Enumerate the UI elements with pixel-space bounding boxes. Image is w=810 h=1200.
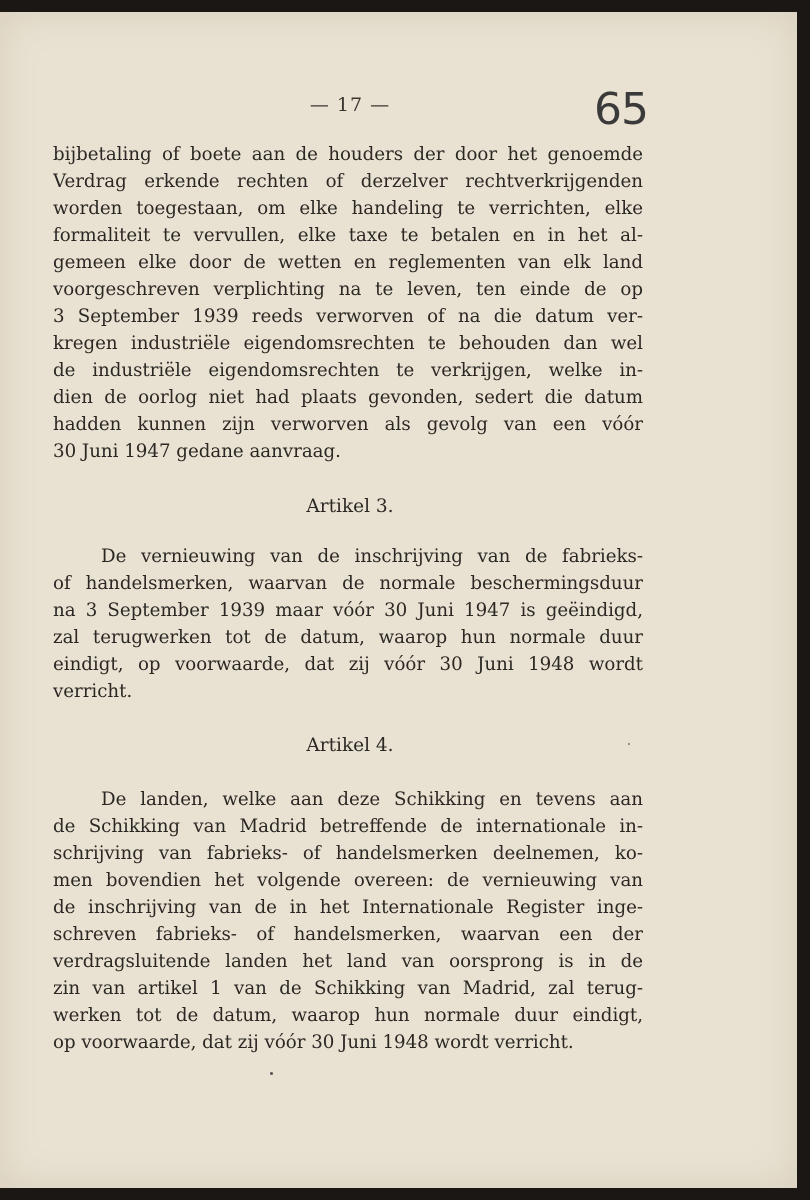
paper-speck	[270, 1072, 273, 1075]
text-line: of handelsmerken, waarvan de normale beschermingsduur	[53, 573, 643, 594]
document-page	[0, 12, 797, 1188]
text-line: worden toegestaan, om elke handeling te verrichten, elke	[53, 198, 643, 219]
text-line: Verdrag erkende rechten of derzelver rechtverkrijgenden	[53, 171, 643, 192]
text-line: 3 September 1939 reeds verworven of na die datum ver-	[53, 306, 643, 327]
paragraph-1	[53, 141, 643, 465]
text-line: kregen industriële eigendomsrechten te behouden dan wel	[53, 333, 643, 354]
text-line: dien de oorlog niet had plaats gevonden, sedert die datum	[53, 387, 643, 408]
text-line: formaliteit te vervullen, elke taxe te betalen en in het al-	[53, 225, 643, 246]
paragraph-3	[53, 786, 643, 1056]
text-line: werken tot de datum, waarop hun normale duur eindigt,	[53, 1005, 643, 1026]
text-line: schrijving van fabrieks- of handelsmerken deelnemen, ko-	[53, 843, 643, 864]
text-line: verricht.	[53, 681, 133, 702]
text-line: gemeen elke door de wetten en reglementen van elk land	[53, 252, 643, 273]
text-line: zal terugwerken tot de datum, waarop hun normale duur	[53, 627, 643, 648]
text-line: De vernieuwing van de inschrijving van de fabrieks-	[101, 546, 643, 567]
heading-artikel-4: Artikel 4.	[306, 735, 394, 756]
text-line: De landen, welke aan deze Schikking en tevens aan	[101, 789, 643, 810]
scan-border	[797, 0, 810, 1200]
text-line: voorgeschreven verplichting na te leven, ten einde de op	[53, 279, 643, 300]
text-line: na 3 September 1939 maar vóór 30 Juni 1947 is geëindigd,	[53, 600, 643, 621]
text-line: men bovendien het volgende overeen: de vernieuwing van	[53, 870, 643, 891]
text-line: schreven fabrieks- of handelsmerken, waarvan een der	[53, 924, 643, 945]
page-folio: — 17 —	[309, 94, 391, 116]
text-line: verdragsluitende landen het land van oorsprong is in de	[53, 951, 643, 972]
text-line: bijbetaling of boete aan de houders der door het genoemde	[53, 144, 643, 165]
heading-artikel-3: Artikel 3.	[306, 496, 394, 517]
text-line: hadden kunnen zijn verworven als gevolg van een vóór	[53, 414, 643, 435]
text-line: eindigt, op voorwaarde, dat zij vóór 30 Juni 1948 wordt	[53, 654, 643, 675]
text-line: de industriële eigendomsrechten te verkrijgen, welke in-	[53, 360, 643, 381]
paragraph-2	[53, 543, 643, 705]
text-line: op voorwaarde, dat zij vóór 30 Juni 1948 wordt verricht.	[53, 1032, 574, 1053]
text-line: 30 Juni 1947 gedane aanvraag.	[53, 441, 341, 462]
handwritten-page-number: 65	[594, 84, 648, 135]
paper-speck	[628, 743, 630, 745]
text-line: zin van artikel 1 van de Schikking van Madrid, zal terug-	[53, 978, 643, 999]
text-line: de Schikking van Madrid betreffende de internationale in-	[53, 816, 643, 837]
text-line: de inschrijving van de in het Internationale Register inge-	[53, 897, 643, 918]
